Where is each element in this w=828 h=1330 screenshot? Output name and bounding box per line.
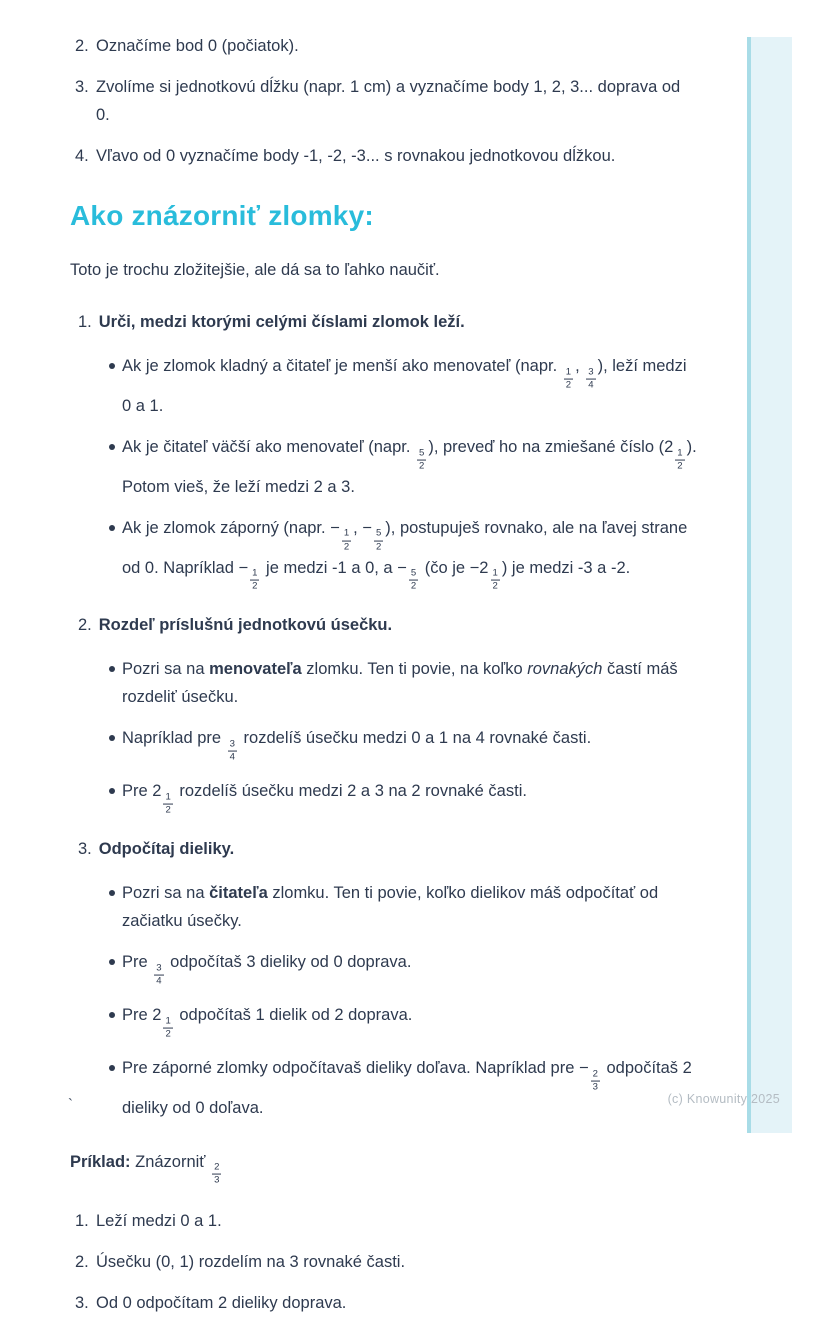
step-bullets [70,879,738,1122]
bullet-item [70,1054,738,1122]
bullet-text: Pozri sa na čitateľa zlomku. Ten ti povie, koľko dielikov máš odpočítať od začiatku úsečky. [122,884,659,931]
list-item-number: 2. [75,1253,89,1272]
bullet-item [70,514,738,594]
list-item-text: Označíme bod 0 (počiatok). [96,37,299,55]
step-title: Rozdeľ príslušnú jednotkovú úsečku. [98,616,393,635]
bullet-text: Pre $\frac{3}{4}$ odpočítaš 3 dieliky od 0 doprava. [122,953,412,987]
document-content [70,32,738,1330]
step-bullets [70,655,738,817]
step-item [70,611,738,817]
step-bullets [70,352,738,593]
footer-mark: ` [68,1096,73,1113]
bullet-text: Pre 2 $\frac{1}{2}$ rozdelíš úsečku medzi 2 a 3 na 2 rovnaké časti. [122,782,527,816]
side-accent-bar [747,37,792,1133]
footer-copyright: (c) Knowunity 2025 [667,1092,780,1106]
bullet-text: Pre záporné zlomky odpočítavaš dieliky doľava. Napríklad pre − $\frac{2}{3}$ odpočítaš 2 dieliky od 0 doľava. [122,1058,692,1117]
bullet-item [70,352,738,420]
list-item-number: 1. [75,1212,89,1231]
list-item-text: Od 0 odpočítam 2 dieliky doprava. [96,1294,347,1313]
section-heading: Ako znázorniť zlomky: [70,200,374,231]
step-item [70,308,738,593]
step-title: Odpočítaj dieliky. [98,840,235,859]
fraction: $\frac{1}{2}$ [165,1015,171,1040]
step-head [70,308,738,336]
steps-list [70,308,738,1122]
fraction: $\frac{3}{4}$ [588,366,594,391]
list-item [70,1248,738,1276]
example-text: Znázorniť $\frac{2}{3}$ [130,1152,220,1186]
list-item [70,1289,738,1317]
fraction: $\frac{2}{3}$ [592,1068,598,1093]
fraction: $\frac{5}{2}$ [375,528,382,553]
bullet-text: Ak je zlomok kladný a čitateľ je menší ako menovateľ (napr. $\frac{1}{2}$ , $\frac{3}{4}$ ), leží medzi 0 a 1. [122,357,687,415]
list-item [70,32,738,60]
list-item-number: 2. [75,37,89,55]
step-number: 3. [78,840,92,859]
step-head [70,611,738,639]
list-item-number: 3. [75,78,89,96]
fraction: $\frac{1}{2}$ [677,447,683,472]
intro-paragraph: Toto je trochu zložitejšie, ale dá sa to ľahko naučiť. [70,261,440,279]
step-title: Urči, medzi ktorými celými číslami zlomok leží. [98,313,465,331]
list-item-text: Úsečku (0, 1) rozdelím na 3 rovnaké časti. [96,1253,406,1272]
example-lead [70,1148,738,1188]
fraction: $\frac{5}{2}$ [419,447,425,472]
example-label: Príklad: [70,1152,131,1171]
step-head [70,835,738,863]
bullet-item [70,879,738,935]
example-steps-list [70,1207,738,1317]
bullet-item [70,433,738,501]
list-item [70,73,738,129]
bullet-item [70,777,738,817]
list-item-text: Leží medzi 0 a 1. [96,1212,222,1231]
step-number: 2. [78,616,92,635]
fraction: $\frac{1}{2}$ [252,567,258,592]
fraction: $\frac{1}{2}$ [343,528,350,553]
list-item-text: Zvolíme si jednotkovú dĺžku (napr. 1 cm) a vyznačíme body 1, 2, 3... doprava od 0. [96,78,681,124]
numbered-list-top [70,32,738,170]
fraction: $\frac{3}{4}$ [156,962,162,987]
fraction: $\frac{1}{2}$ [492,567,498,592]
list-item [70,1207,738,1235]
list-item [70,142,738,170]
bullet-item [70,1001,738,1041]
fraction: $\frac{1}{2}$ [565,366,572,391]
bullet-item [70,948,738,988]
bullet-text: Napríklad pre $\frac{3}{4}$ rozdelíš úsečku medzi 0 a 1 na 4 rovnaké časti. [122,729,592,763]
bullet-item [70,724,738,764]
bullet-text: Pozri sa na menovateľa zlomku. Ten ti povie, na koľko rovnakých častí máš rozdeliť úsečku. [122,660,678,707]
list-item-text: Vľavo od 0 vyznačíme body -1, -2, -3... s rovnakou jednotkovou dĺžkou. [96,147,616,165]
fraction: $\frac{1}{2}$ [165,791,171,816]
step-item [70,835,738,1122]
list-item-number: 3. [75,1294,89,1313]
bullet-text: Ak je čitateľ väčší ako menovateľ (napr. $\frac{5}{2}$ ), preveď ho na zmiešané číslo (2 $\frac{1}{2}$ ). Potom vieš, že leží medzi 2 a 3. [122,437,697,496]
fraction: $\frac{3}{4}$ [229,738,235,763]
list-item-number: 4. [75,147,89,165]
fraction: $\frac{5}{2}$ [410,567,417,592]
fraction: $\frac{2}{3}$ [214,1161,220,1186]
bullet-text: Pre 2 $\frac{1}{2}$ odpočítaš 1 dielik od 2 doprava. [122,1005,413,1040]
bullet-text: Ak je zlomok záporný (napr. − $\frac{1}{2}$ , − $\frac{5}{2}$ ), postupuješ rovnako, ale na ľavej strane od 0. Napríklad − $\frac{1}{2}$ je medzi -1 a 0, a − $\frac{5}{2}$ (čo je −2 $\frac{1}{2}$ ) je medzi -3 a -2. [122,518,688,592]
bullet-item [70,655,738,711]
step-number: 1. [78,313,92,331]
